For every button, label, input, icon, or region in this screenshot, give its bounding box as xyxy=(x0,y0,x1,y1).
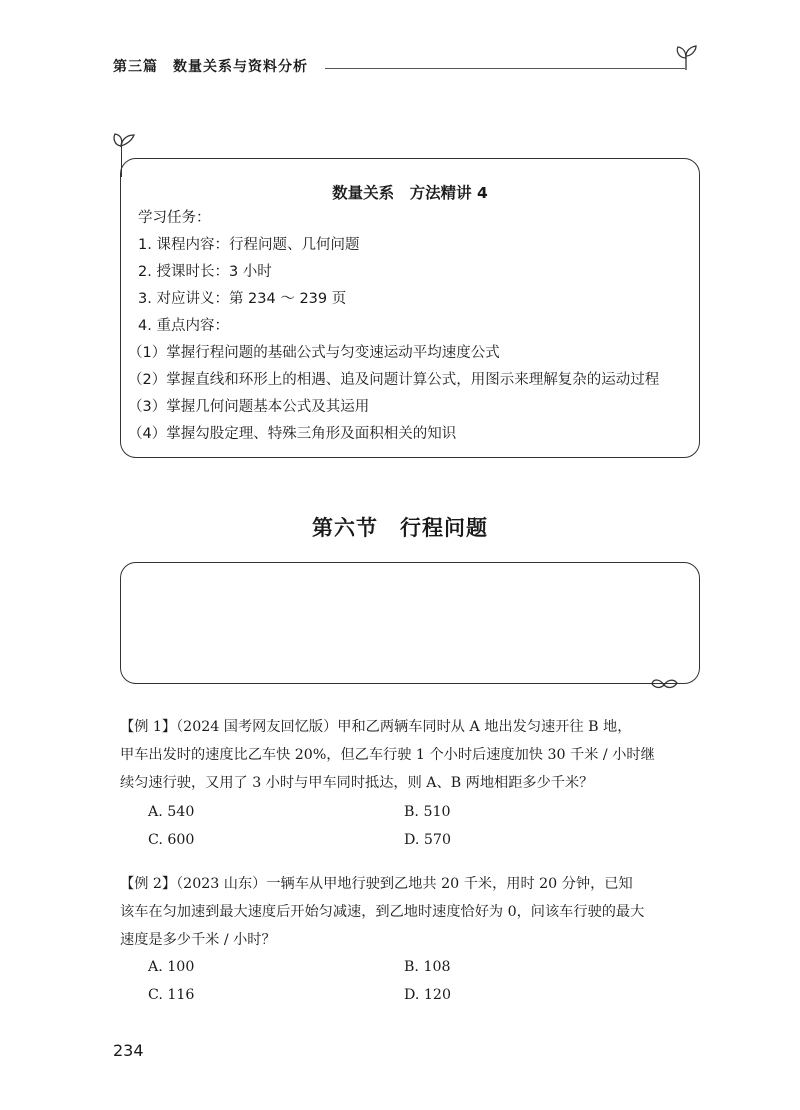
example-2-line: 速度是多少千米 / 小时？ xyxy=(120,932,276,948)
example-2-option-d: D. 120 xyxy=(404,987,451,1003)
example-2-line: 该车在匀加速到最大速度后开始匀减速，到乙地时速度恰好为 0，问该车行驶的最大 xyxy=(120,904,645,920)
key-point-item: （4）掌握勾股定理、特殊三角形及面积相关的知识 xyxy=(128,426,457,442)
example-2-option-a: A. 100 xyxy=(148,959,195,975)
running-header-title: 第三篇 数量关系与资料分析 xyxy=(113,59,308,75)
key-point-item: （2）掌握直线和环形上的相遇、追及问题计算公式，用图示来理解复杂的运动过程 xyxy=(128,372,660,388)
example-1-line: 甲车出发时的速度比乙车快 20%，但乙车行驶 1 个小时后速度加快 30 千米 / 小时继 xyxy=(120,747,655,763)
page-number: 234 xyxy=(113,1041,144,1060)
leaf-icon xyxy=(650,676,680,692)
study-box-title: 数量关系 方法精讲 4 xyxy=(332,184,488,202)
study-line-handout: 3. 对应讲义：第 234 ～ 239 页 xyxy=(138,291,347,307)
header-rule xyxy=(325,68,685,69)
leaf-stem xyxy=(121,145,122,177)
study-line-content: 1. 课程内容：行程问题、几何问题 xyxy=(138,237,360,253)
study-task-label: 学习任务： xyxy=(138,210,211,226)
section-heading: 第六节 行程问题 xyxy=(312,515,488,540)
example-2-option-b: B. 108 xyxy=(404,959,451,975)
key-point-item: （1）掌握行程问题的基础公式与匀变速运动平均速度公式 xyxy=(128,345,500,361)
example-1-line: 续匀速行驶，又用了 3 小时与甲车同时抵达，则 A、B 两地相距多少千米？ xyxy=(120,775,594,791)
leaf-icon xyxy=(112,130,146,148)
example-1-option-d: D. 570 xyxy=(404,832,451,848)
example-2-option-c: C. 116 xyxy=(148,987,195,1003)
sprout-icon xyxy=(672,42,702,72)
key-point-item: （3）掌握几何问题基本公式及其运用 xyxy=(128,399,370,415)
example-1-line: 【例 1】（2024 国考网友回忆版）甲和乙两辆车同时从 A 地出发匀速开往 B 地， xyxy=(120,719,632,735)
notes-box xyxy=(120,562,700,684)
study-line-key-points: 4. 重点内容： xyxy=(138,318,229,334)
example-2-line: 【例 2】（2023 山东）一辆车从甲地行驶到乙地共 20 千米，用时 20 分钟，已知 xyxy=(120,876,633,892)
example-1-option-a: A. 540 xyxy=(148,804,195,820)
example-1-option-c: C. 600 xyxy=(148,832,195,848)
example-1-option-b: B. 510 xyxy=(404,804,451,820)
study-line-duration: 2. 授课时长：3 小时 xyxy=(138,264,272,280)
